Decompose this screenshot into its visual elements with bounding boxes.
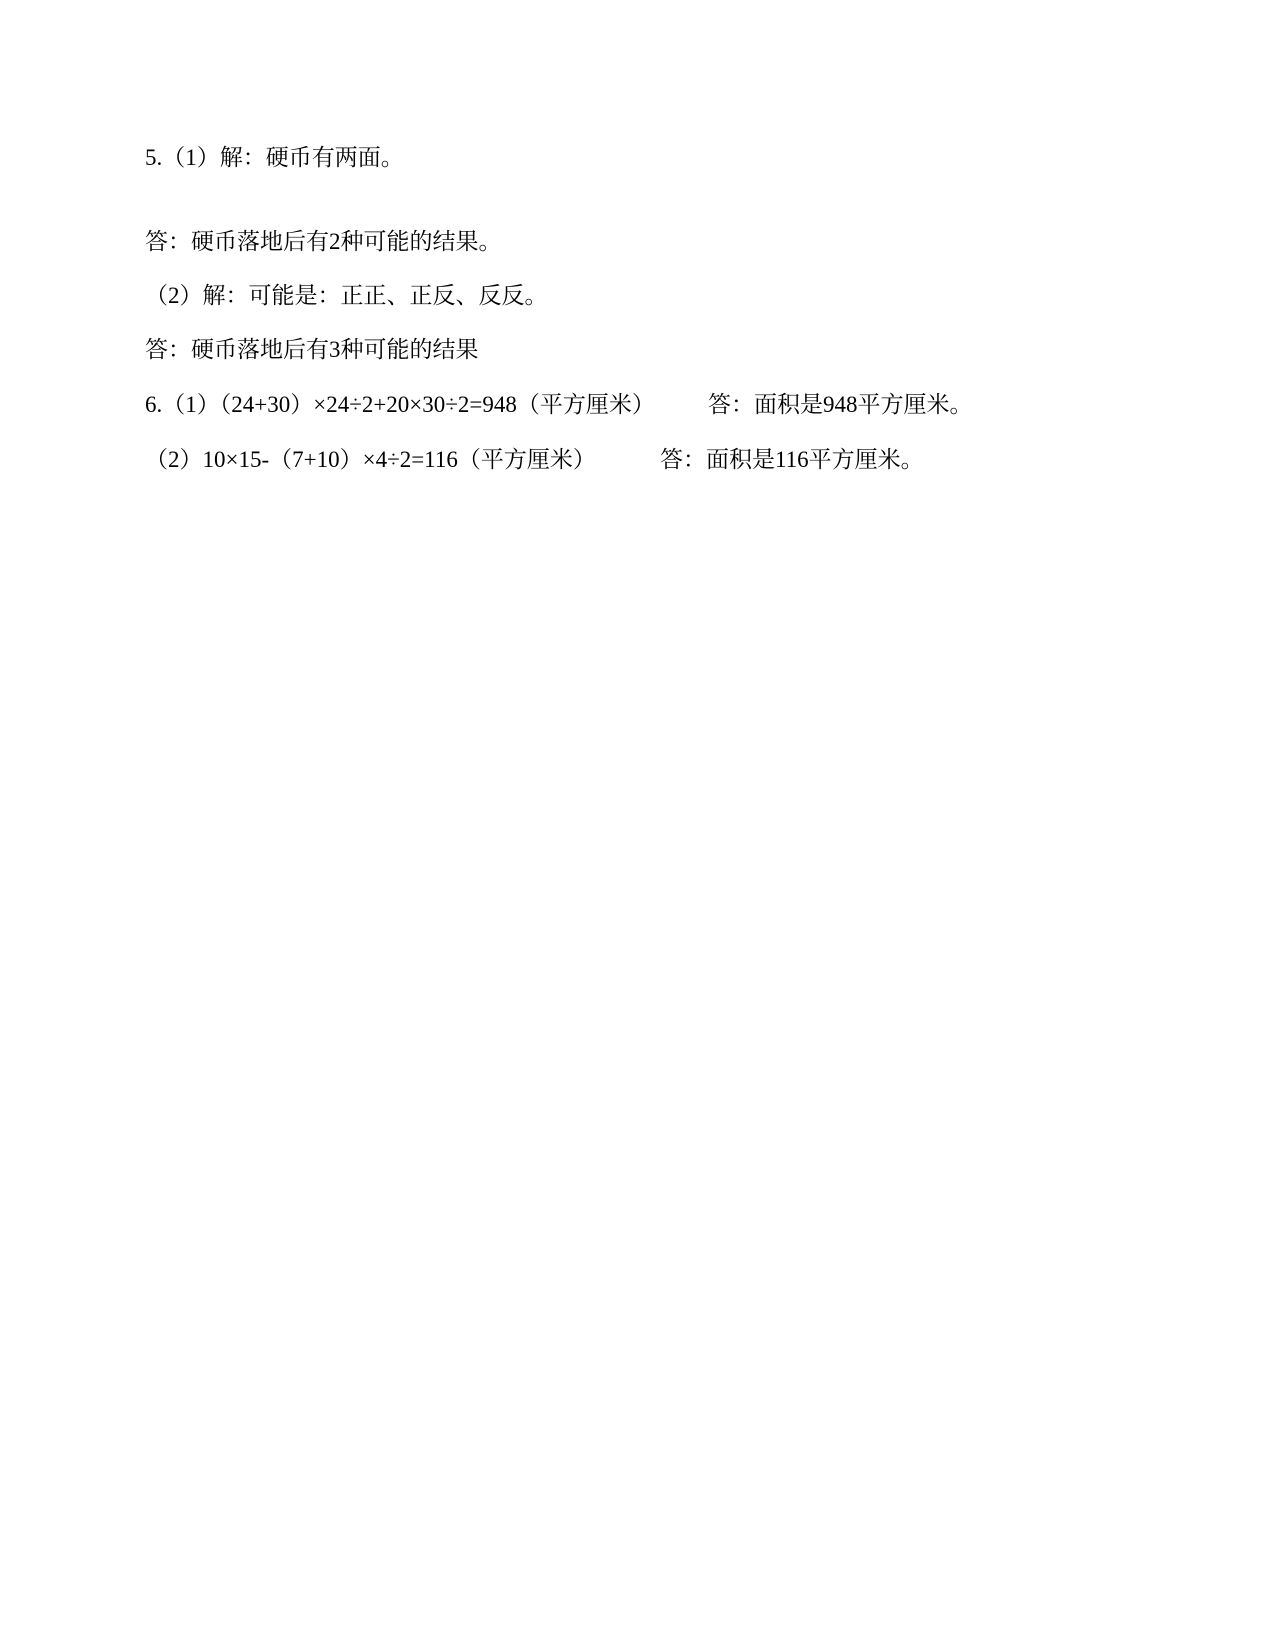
- q6-part2-solution: （2）10×15-（7+10）×4÷2=116（平方厘米）: [145, 447, 596, 472]
- q5-part1-answer: 答：硬币落地后有2种可能的结果。: [145, 229, 502, 254]
- q5-part2-solution: （2）解：可能是：正正、正反、反反。: [145, 283, 548, 308]
- q6-part2-answer: 答：面积是116平方厘米。: [660, 447, 924, 472]
- q5-part2-answer: 答：硬币落地后有3种可能的结果: [145, 337, 479, 362]
- q6-part1-answer: 答：面积是948平方厘米。: [708, 392, 973, 417]
- q6-part1-solution: 6.（1）（24+30）×24÷2+20×30÷2=948（平方厘米）: [145, 392, 655, 417]
- q5-part1-solution: 5.（1）解：硬币有两面。: [145, 145, 404, 170]
